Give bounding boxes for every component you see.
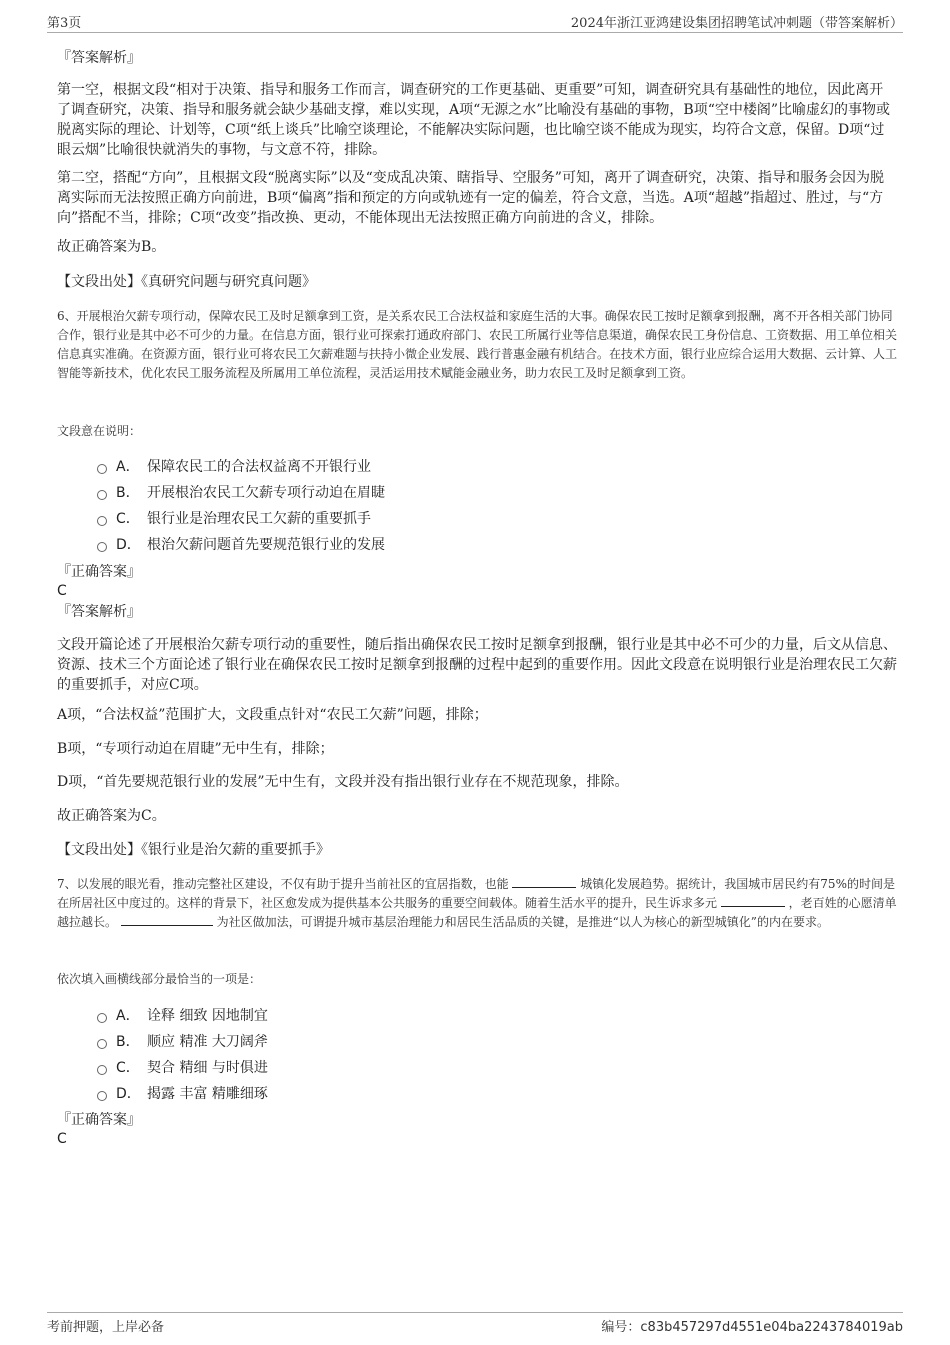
option-c[interactable] (97, 509, 371, 529)
option-c[interactable] (97, 1058, 268, 1078)
analysis-paragraph: 文段开篇论述了开展根治欠薪专项行动的重要性，随后指出确保农民工按时足额拿到报酬，银行业是其中必不可少的力量，后文从信息、资源、技术三个方面论述了银行业在确保农民工按时足额拿到报酬的过程中起到的重要作用。因此文段意在说明银行业是治理农民工欠薪的重要抓手，对应C项。 (57, 637, 897, 693)
radio-circle-icon[interactable] (97, 464, 107, 474)
option-a[interactable] (97, 457, 371, 477)
analysis-paragraph: 第二空，搭配“方向”，且根据文段“脱离实际”以及“变成乱决策、瞎指导、空服务”可知，离开了调查研究，决策、指导和服务会因为脱离实际而无法按照正确方向前进，B项“偏离”指和预定的方向或轨迹有一定的偏差，符合文意，当选。A项“超越”指超过、胜过，与“方向”搭配不当，排除；C项“改变”指改换、更动，不能体现出无法按照正确方向前进的含义，排除。 (57, 170, 884, 226)
correct-answer-value: C (57, 1131, 67, 1147)
radio-circle-icon[interactable] (97, 1039, 107, 1049)
radio-circle-icon[interactable] (97, 1091, 107, 1101)
correct-answer-label: 『正确答案』 (57, 1112, 141, 1128)
document-title: 2024年浙江亚鸿建设集团招聘笔试冲刺题（带答案解析） (570, 16, 903, 31)
footer-slogan: 考前押题，上岸必备 (47, 1319, 165, 1335)
stem-part: 7、以发展的眼光看，推动完整社区建设，不仅有助于提升当前社区的宜居指数，也能 (57, 877, 509, 891)
answer-conclusion: 故正确答案为C。 (57, 808, 166, 824)
page-number: 第3页 (47, 16, 82, 31)
option-d[interactable] (97, 1084, 268, 1104)
fill-blank-3 (121, 913, 213, 926)
page-footer (47, 1312, 903, 1337)
option-letter: C． (116, 511, 140, 527)
radio-circle-icon[interactable] (97, 542, 107, 552)
option-letter: A． (116, 1008, 140, 1024)
stem-part: ，老百姓的心愿清单越拉越长。 (57, 896, 897, 929)
radio-circle-icon[interactable] (97, 490, 107, 500)
option-d[interactable] (97, 535, 385, 555)
answer-conclusion: 故正确答案为B。 (57, 239, 166, 255)
radio-circle-icon[interactable] (97, 1013, 107, 1023)
question-prompt: 依次填入画横线部分最恰当的一项是： (57, 972, 262, 986)
analysis-label: 『答案解析』 (57, 50, 141, 66)
option-text: 契合 精细 与时俱进 (147, 1060, 268, 1076)
radio-circle-icon[interactable] (97, 1065, 107, 1075)
stem-part: 城镇化发展趋势。据统计，我国城市居民约有75%的时间是在所居社区中度过的。这样的背景下，社区愈发成为提供基本公共服务的重要空间载体。随着生活水平的提升，民生诉求多元 (57, 877, 895, 910)
text-source: 【文段出处】《真研究问题与研究真问题》 (57, 274, 316, 290)
fill-blank-1 (512, 875, 576, 888)
option-b[interactable] (97, 483, 385, 503)
option-letter: A． (116, 459, 140, 475)
analysis-label: 『答案解析』 (57, 604, 141, 620)
option-letter: D． (116, 1086, 141, 1102)
code-label: 编号： (601, 1319, 641, 1335)
option-explanation: D项，“首先要规范银行业的发展”无中生有，文段并没有指出银行业存在不规范现象，排除。 (57, 774, 629, 790)
option-text: 开展根治农民工欠薪专项行动迫在眉睫 (147, 485, 385, 501)
option-a[interactable] (97, 1006, 268, 1026)
option-explanation: A项，“合法权益”范围扩大，文段重点针对“农民工欠薪”问题，排除； (57, 707, 488, 723)
question-stem: 6、开展根治欠薪专项行动，保障农民工及时足额拿到工资，是关系农民工合法权益和家庭生活的大事。确保农民工按时足额拿到报酬，离不开各相关部门协同合作，银行业是其中必不可少的力量。在信息方面，银行业可探索打通政府部门、农民工所属行业等信息渠道，确保农民工身份信息、工资数据、用工单位相关信息真实准确。在资源方面，银行业可将农民工欠薪难题与扶持小微企业发展、践行普惠金融有机结合。在技术方面，银行业应综合运用大数据、云计算、人工智能等新技术，优化农民工服务流程及所属用工单位流程，灵活运用技术赋能金融业务，助力农民工及时足额拿到工资。 (57, 309, 898, 380)
fill-blank-2 (721, 894, 785, 907)
correct-answer-label: 『正确答案』 (57, 564, 141, 580)
analysis-paragraph: 第一空，根据文段“相对于决策、指导和服务工作而言，调查研究的工作更基础、更重要”可知，调查研究具有基础性的地位，因此离开了调查研究，决策、指导和服务就会缺少基础支撑，难以实现，A项“无源之水”比喻没有基础的事物，B项“空中楼阁”比喻虚幻的事物或脱离实际的理论、计划等，C项“纸上谈兵”比喻空谈理论，不能解决实际问题，也比喻空谈不能成为现实，均符合文意，保留。D项“过眼云烟”比喻很快就消失的事物，与文意不符，排除。 (57, 82, 891, 158)
option-letter: B． (116, 1034, 140, 1050)
correct-answer-value: C (57, 583, 67, 599)
stem-part: 为社区做加法，可谓提升城市基层治理能力和居民生活品质的关键，是推进“以人为核心的新型城镇化”的内在要求。 (216, 915, 829, 929)
option-text: 顺应 精准 大刀阔斧 (147, 1034, 268, 1050)
page-header (47, 12, 903, 33)
text-source: 【文段出处】《银行业是治欠薪的重要抓手》 (57, 842, 330, 858)
option-letter: C． (116, 1060, 140, 1076)
radio-circle-icon[interactable] (97, 516, 107, 526)
option-letter: D． (116, 537, 141, 553)
option-text: 保障农民工的合法权益离不开银行业 (147, 459, 371, 475)
document-code (601, 1316, 903, 1335)
option-text: 根治欠薪问题首先要规范银行业的发展 (147, 537, 385, 553)
question-stem (57, 875, 897, 932)
question-prompt: 文段意在说明： (57, 424, 142, 438)
option-letter: B． (116, 485, 140, 501)
code-value: c83b457297d4551e04ba2243784019ab (640, 1319, 903, 1335)
option-text: 诠释 细致 因地制宜 (147, 1008, 268, 1024)
option-explanation: B项，“专项行动迫在眉睫”无中生有，排除； (57, 741, 334, 757)
option-text: 揭露 丰富 精雕细琢 (147, 1086, 268, 1102)
option-text: 银行业是治理农民工欠薪的重要抓手 (147, 511, 371, 527)
option-b[interactable] (97, 1032, 268, 1052)
